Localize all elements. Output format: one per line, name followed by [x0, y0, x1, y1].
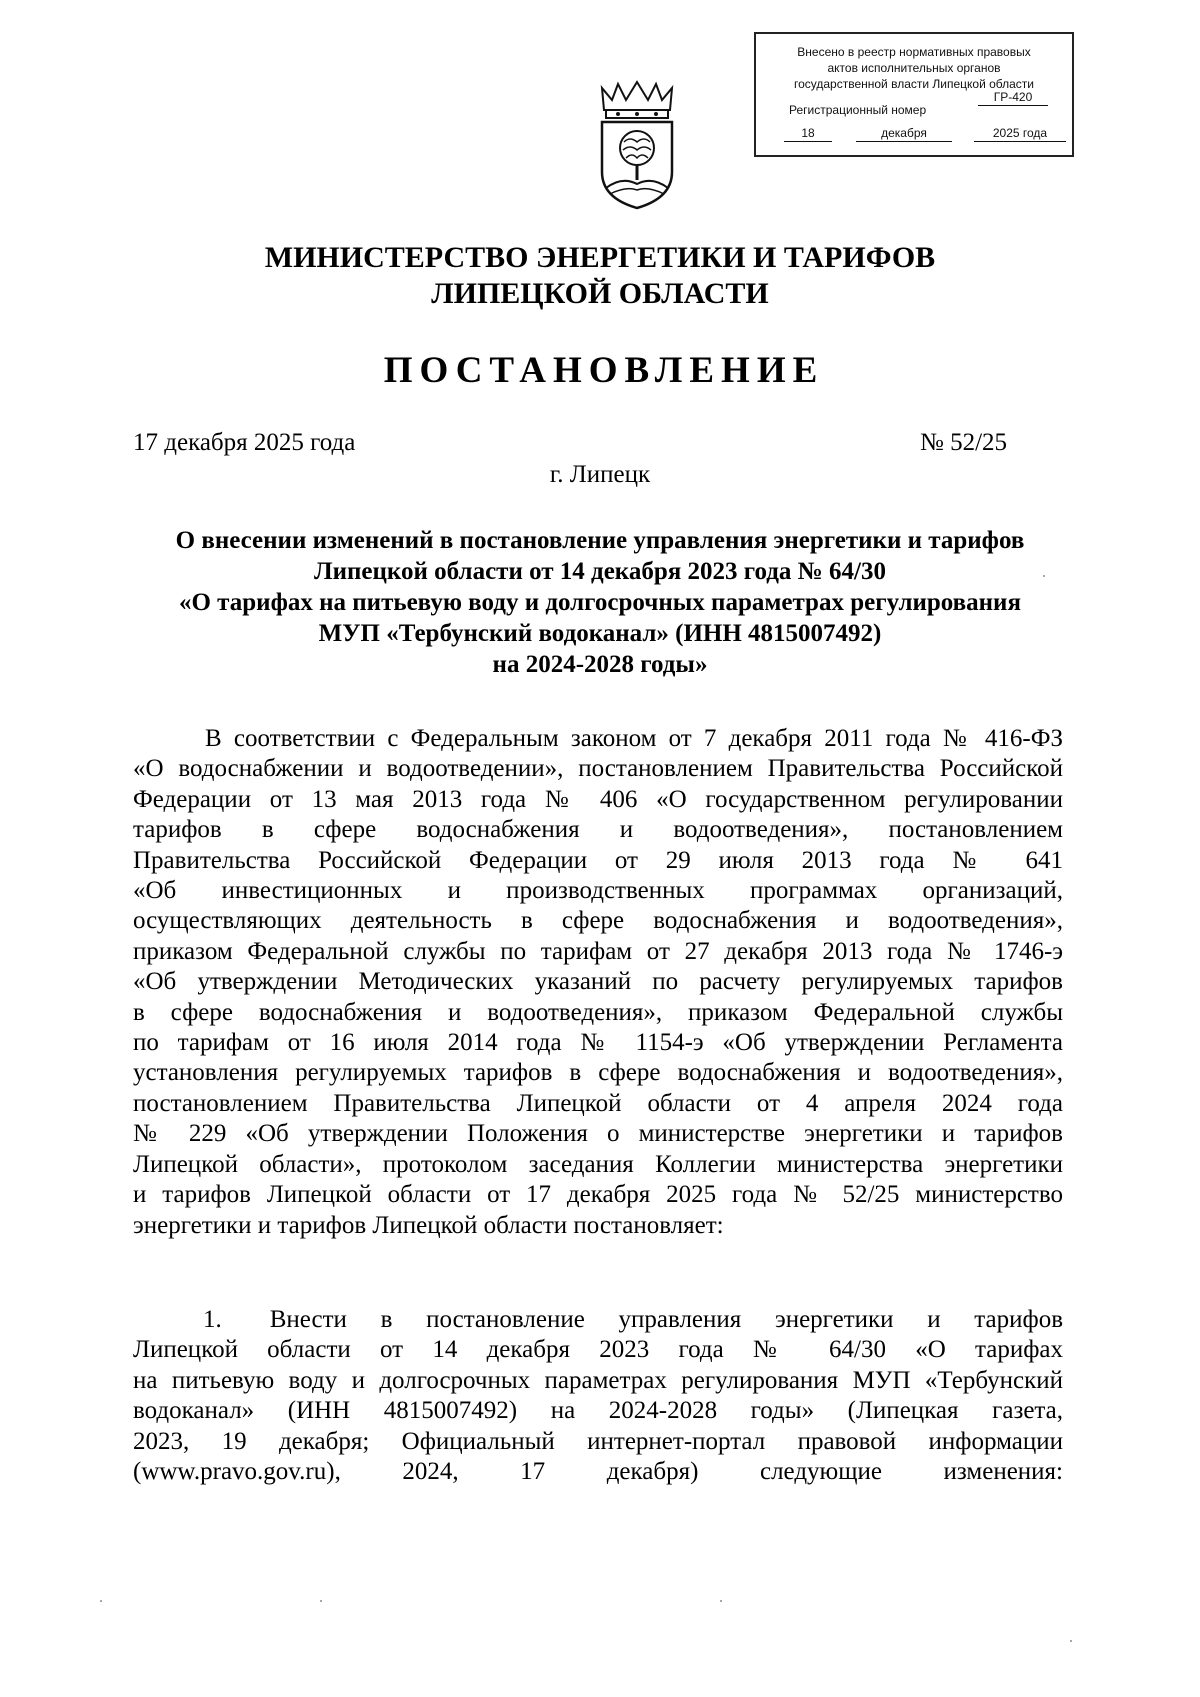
preamble-line: № 229 «Об утверждении Положения о министерстве энергетики и тарифов	[133, 1120, 1063, 1148]
ministry-title-line-2: ЛИПЕЦКОЙ ОБЛАСТИ	[431, 277, 769, 310]
item-1-line: водоканал» (ИНН 4815007492) на 2024-2028 годы» (Липецкая газета,	[133, 1397, 1063, 1425]
item-1-paragraph	[133, 1305, 1063, 1487]
preamble-line: «О водоснабжении и водоотведении», постановлением Правительства Российской	[133, 755, 1063, 783]
preamble-line: приказом Федеральной службы по тарифам от 27 декабря 2013 года № 1746-э	[133, 937, 1063, 965]
scan-speck	[720, 1600, 722, 1602]
item-1-number: 1.	[203, 1306, 222, 1333]
preamble-line: в сфере водоснабжения и водоотведения», приказом Федеральной службы	[133, 998, 1063, 1026]
item-1-line: Липецкой области от 14 декабря 2023 года № 64/30 «О тарифах	[133, 1336, 1063, 1364]
registry-stamp	[754, 32, 1074, 157]
preamble-line: и тарифов Липецкой области от 17 декабря 2025 года № 52/25 министерство	[133, 1181, 1063, 1209]
scan-speck	[1070, 1640, 1072, 1642]
preamble-paragraph	[133, 724, 1063, 1241]
item-1-line: на питьевую воду и долгосрочных параметрах регулирования МУП «Тербунский	[133, 1366, 1063, 1394]
subject-line: МУП «Тербунский водоканал» (ИНН 4815007492)	[318, 620, 882, 647]
preamble-line: Правительства Российской Федерации от 29 июля 2013 года № 641	[133, 846, 1063, 874]
stamp-reg-number: ГР-420	[978, 89, 1048, 106]
preamble-line: тарифов в сфере водоснабжения и водоотведения», постановлением	[133, 816, 1063, 844]
item-1-line: 2023, 19 декабря; Официальный интернет-портал правовой информации	[133, 1427, 1063, 1455]
preamble-line: В соответствии с Федеральным законом от 7 декабря 2011 года № 416-ФЗ	[205, 725, 1063, 752]
document-date: 17 декабря 2025 года	[133, 429, 356, 456]
preamble-line: «Об утверждении Методических указаний по расчету регулируемых тарифов	[133, 968, 1063, 996]
ministry-title-line-1: МИНИСТЕРСТВО ЭНЕРГЕТИКИ И ТАРИФОВ	[264, 241, 936, 274]
stamp-date-day: 18	[784, 125, 832, 142]
preamble-line: Федерации от 13 мая 2013 года № 406 «О государственном регулировании	[133, 785, 1063, 813]
item-1-text: Внести в постановление управления энергетики и тарифов	[269, 1306, 1063, 1333]
subject-line: Липецкой области от 14 декабря 2023 года № 64/30	[314, 558, 886, 585]
preamble-line: «Об инвестиционных и производственных программах организаций,	[133, 877, 1063, 905]
item-1-first-line	[133, 1305, 1063, 1335]
preamble-line: по тарифам от 16 июля 2014 года № 1154-э «Об утверждении Регламента	[133, 1029, 1063, 1057]
stamp-line-2: актов исполнительных органов	[827, 61, 1001, 75]
coat-of-arms-icon	[596, 80, 678, 210]
subject-line: «О тарифах на питьевую воду и долгосрочных параметрах регулирования	[178, 589, 1021, 616]
preamble-line: Липецкой области», протоколом заседания Коллегии министерства энергетики	[133, 1150, 1063, 1178]
preamble-line: установления регулируемых тарифов в сфере водоснабжения и водоотведения»,	[133, 1059, 1063, 1087]
scan-speck	[100, 1600, 102, 1602]
document-city: г. Липецк	[549, 461, 651, 488]
document-type-title: ПОСТАНОВЛЕНИЕ	[383, 350, 825, 391]
scan-speck	[320, 1600, 322, 1602]
stamp-date-year: 2025 года	[974, 125, 1066, 142]
scan-speck	[1043, 575, 1045, 577]
preamble-line: энергетики и тарифов Липецкой области постановляет:	[133, 1211, 724, 1239]
item-1-line: (www.pravo.gov.ru), 2024, 17 декабря) следующие изменения:	[133, 1458, 1063, 1486]
stamp-line-1: Внесено в реестр нормативных правовых	[797, 45, 1031, 59]
preamble-line: постановлением Правительства Липецкой области от 4 апреля 2024 года	[133, 1089, 1063, 1117]
stamp-date-month: декабря	[856, 125, 952, 142]
document-number: № 52/25	[920, 429, 1008, 456]
subject-line: на 2024-2028 годы»	[492, 651, 708, 678]
preamble-line: осуществляющих деятельность в сфере водоснабжения и водоотведения»,	[133, 907, 1063, 935]
document-subject	[120, 525, 1080, 680]
stamp-reg-label: Регистрационный номер	[789, 103, 927, 117]
subject-line: О внесении изменений в постановление управления энергетики и тарифов	[175, 527, 1025, 554]
stamp-line-3: государственной власти Липецкой области	[793, 77, 1035, 91]
